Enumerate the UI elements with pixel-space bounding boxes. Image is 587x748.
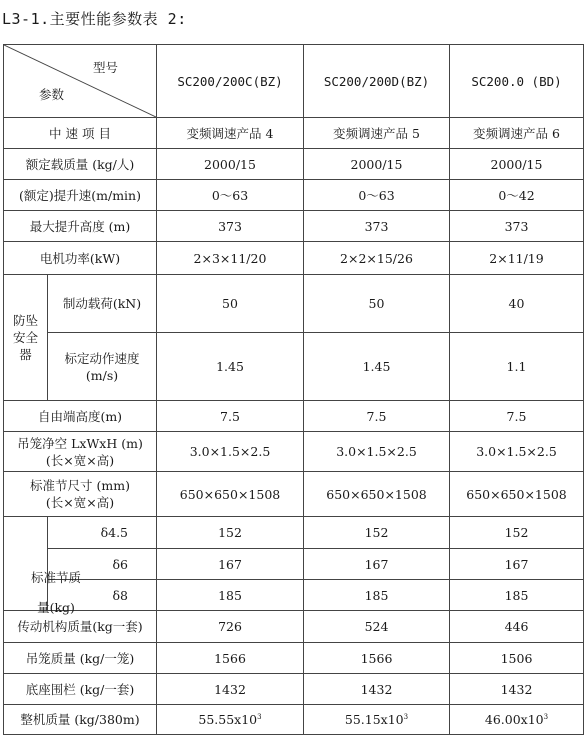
table-cell: 0～63: [304, 180, 450, 211]
row-label: [4, 472, 157, 517]
table-cell: 7.5: [450, 401, 584, 432]
table-row: [4, 705, 584, 735]
row-label-line: (m/s): [85, 367, 119, 383]
table-row: [4, 674, 584, 705]
table-cell: 3.0×1.5×2.5: [450, 432, 584, 472]
table-cell: 变频调速产品 4: [157, 118, 304, 149]
table-row: [4, 643, 584, 674]
table-row: [4, 275, 584, 333]
table-cell: 1566: [157, 643, 304, 674]
table-row: [4, 432, 584, 472]
table-cell: 变频调速产品 6: [450, 118, 584, 149]
table-cell: 650×650×1508: [304, 472, 450, 517]
table-row: [4, 149, 584, 180]
group-label-line: 安全: [12, 330, 38, 345]
table-cell: 1432: [450, 674, 584, 705]
row-label: 电机功率(kW): [4, 242, 157, 275]
table-cell: 1566: [304, 643, 450, 674]
row-label: 中 速 项 目: [4, 118, 157, 149]
row-label: 自由端高度(m): [4, 401, 157, 432]
mass-exponent: 3: [543, 713, 549, 721]
table-cell: 373: [157, 211, 304, 242]
parameter-label: 参数: [39, 87, 65, 102]
table-row: [4, 333, 584, 401]
table-cell: 167: [450, 549, 584, 580]
model-label: 型号: [92, 60, 118, 75]
table-cell: 7.5: [304, 401, 450, 432]
row-label: 吊笼质量 (kg/一笼): [4, 643, 157, 674]
mass-exponent: 3: [257, 713, 262, 721]
diagonal-header-cell: [4, 45, 157, 118]
table-cell: [304, 705, 450, 735]
row-label: δ4.5: [48, 517, 157, 549]
page-title: L3-1.主要性能参数表 2:: [2, 10, 187, 28]
table-cell: 1.45: [157, 333, 304, 401]
table-cell: 185: [450, 580, 584, 611]
table-cell: 2×11/19: [450, 242, 584, 275]
table-row: [4, 580, 584, 611]
mass-exponent: 3: [403, 713, 409, 721]
table-cell: 167: [304, 549, 450, 580]
group-label-line: 器: [19, 347, 32, 362]
row-label: 整机质量 (kg/380m): [4, 705, 157, 735]
table-cell: 185: [157, 580, 304, 611]
group-label-line: 防坠: [12, 313, 38, 328]
row-label: 最大提升高度 (m): [4, 211, 157, 242]
row-label: 额定载质量 (kg/人): [4, 149, 157, 180]
diagonal-line: [4, 45, 156, 117]
safety-device-group-label: [4, 275, 48, 401]
table-cell: 1432: [157, 674, 304, 705]
table-cell: 152: [450, 517, 584, 549]
table-cell: 50: [304, 275, 450, 333]
table-cell: 2000/15: [450, 149, 584, 180]
group-label-line: 量(kg): [37, 599, 75, 615]
table-cell: 446: [450, 611, 584, 643]
table-cell: 726: [157, 611, 304, 643]
table-cell: 50: [157, 275, 304, 333]
table-cell: 40: [450, 275, 584, 333]
table-row: [4, 611, 584, 643]
table-cell: 524: [304, 611, 450, 643]
table-cell: 7.5: [157, 401, 304, 432]
table-cell: 185: [304, 580, 450, 611]
table-cell: 3.0×1.5×2.5: [304, 432, 450, 472]
table-cell: 373: [304, 211, 450, 242]
row-label: 底座围栏 (kg/一套): [4, 674, 157, 705]
model-header: SC200/200C(BZ): [157, 45, 304, 118]
group-label-line: 标准节质: [30, 569, 81, 585]
table-cell: 2×3×11/20: [157, 242, 304, 275]
model-header: SC200/200D(BZ): [304, 45, 450, 118]
table-cell: [157, 705, 304, 735]
row-label: [4, 432, 157, 472]
table-cell: 373: [450, 211, 584, 242]
performance-parameter-table: [3, 44, 584, 735]
table-cell: 2×2×15/26: [304, 242, 450, 275]
table-row: [4, 472, 584, 517]
section-mass-group-label: [4, 517, 48, 611]
table-row: [4, 180, 584, 211]
table-cell: 152: [157, 517, 304, 549]
row-label-line: (长×宽×高): [45, 495, 115, 510]
table-cell: 167: [157, 549, 304, 580]
table-cell: 1432: [304, 674, 450, 705]
table-cell: 0～63: [157, 180, 304, 211]
row-label: 传动机构质量(kg一套): [4, 611, 157, 643]
table-row: [4, 517, 584, 549]
table-row: [4, 211, 584, 242]
row-label: (额定)提升速(m/min): [4, 180, 157, 211]
row-label-line: 标定动作速度: [64, 350, 140, 366]
row-label-line: 吊笼净空 LxWxH (m): [17, 435, 143, 451]
table-cell: 2000/15: [304, 149, 450, 180]
row-label: δ6: [48, 549, 157, 580]
table-row: [4, 549, 584, 580]
mass-mantissa: 46.00x10: [484, 712, 544, 727]
table-header-row: [4, 45, 584, 118]
mass-mantissa: 55.55x10: [198, 712, 258, 727]
table-row: [4, 118, 584, 149]
table-cell: 变频调速产品 5: [304, 118, 450, 149]
row-label-line: (长×宽×高): [45, 452, 115, 468]
mass-mantissa: 55.15x10: [344, 712, 404, 727]
model-header: SC200.0 (BD): [450, 45, 584, 118]
table-cell: 3.0×1.5×2.5: [157, 432, 304, 472]
row-label: 制动载荷(kN): [48, 275, 157, 333]
table-cell: 650×650×1508: [450, 472, 584, 517]
table-cell: [450, 705, 584, 735]
row-label: δ8: [48, 580, 157, 611]
table-cell: 0～42: [450, 180, 584, 211]
table-row: [4, 401, 584, 432]
table-cell: 1506: [450, 643, 584, 674]
table-cell: 152: [304, 517, 450, 549]
table-cell: 1.1: [450, 333, 584, 401]
row-label-line: 标准节尺寸 (mm): [30, 478, 130, 493]
table-cell: 650×650×1508: [157, 472, 304, 517]
table-row: [4, 242, 584, 275]
table-cell: 1.45: [304, 333, 450, 401]
row-label: [48, 333, 157, 401]
table-cell: 2000/15: [157, 149, 304, 180]
